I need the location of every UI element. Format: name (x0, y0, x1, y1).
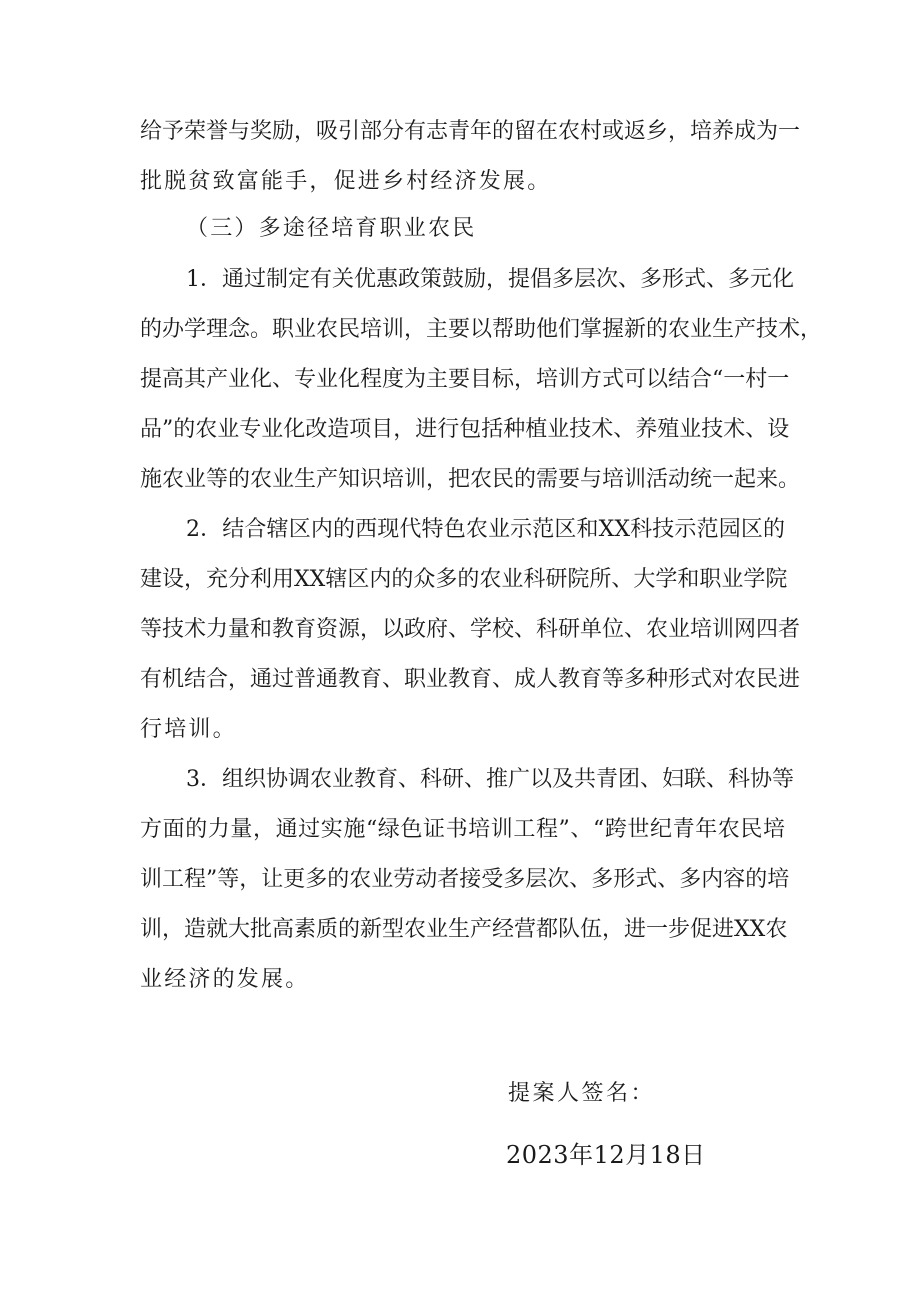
item2-line-4: 有机结合，通过普通教育、职业教育、成人教育等多种形式对农民进 (140, 667, 801, 692)
item1-line-5: 施农业等的农业生产知识培训，把农民的需要与培训活动统一起来。 (140, 467, 801, 492)
item3-line-3: 训工程”等，让更多的农业劳动者接受多层次、多形式、多内容的培 (140, 867, 790, 892)
item1-line-4: 品”的农业专业化改造项目，进行包括种植业技术、养殖业技术、设 (140, 417, 790, 442)
item1-line-1: 1．通过制定有关优惠政策鼓励，提倡多层次、多形式、多元化 (186, 267, 794, 292)
item3-line-2: 方面的力量，通过实施“绿色证书培训工程”、“跨世纪青年农民培 (140, 817, 785, 842)
item2-line-3: 等技术力量和教育资源，以政府、学校、科研单位、农业培训网四者 (140, 617, 801, 642)
item2-line-2: 建设，充分利用XX辖区内的众多的农业科研院所、大学和职业学院 (140, 567, 788, 592)
intro-line-2: 批脱贫致富能手，促进乡村经济发展。 (140, 169, 552, 194)
item2-line-1: 2．结合辖区内的西现代特色农业示范区和XX科技示范园区的 (186, 517, 785, 542)
section-heading: （三）多途径培育职业农民 (186, 216, 477, 241)
item1-line-2: 的办学理念。职业农民培训，主要以帮助他们掌握新的农业生产技术， (140, 317, 823, 342)
item3-line-1: 3．组织协调农业教育、科研、推广以及共青团、妇联、科协等 (186, 767, 794, 792)
signature-date: 2023年12月18日 (506, 1141, 706, 1169)
signature-label: 提案人签名： (508, 1081, 656, 1106)
item2-line-5: 行培训。 (140, 717, 237, 742)
item3-line-5: 业经济的发展。 (140, 967, 310, 992)
item1-line-3: 提高其产业化、专业化程度为主要目标，培训方式可以结合“一村一 (140, 367, 790, 392)
item3-line-4: 训，造就大批高素质的新型农业生产经营都队伍，进一步促进XX农 (140, 917, 788, 942)
intro-line-1: 给予荣誉与奖励，吸引部分有志青年的留在农村或返乡，培养成为一 (140, 119, 801, 144)
